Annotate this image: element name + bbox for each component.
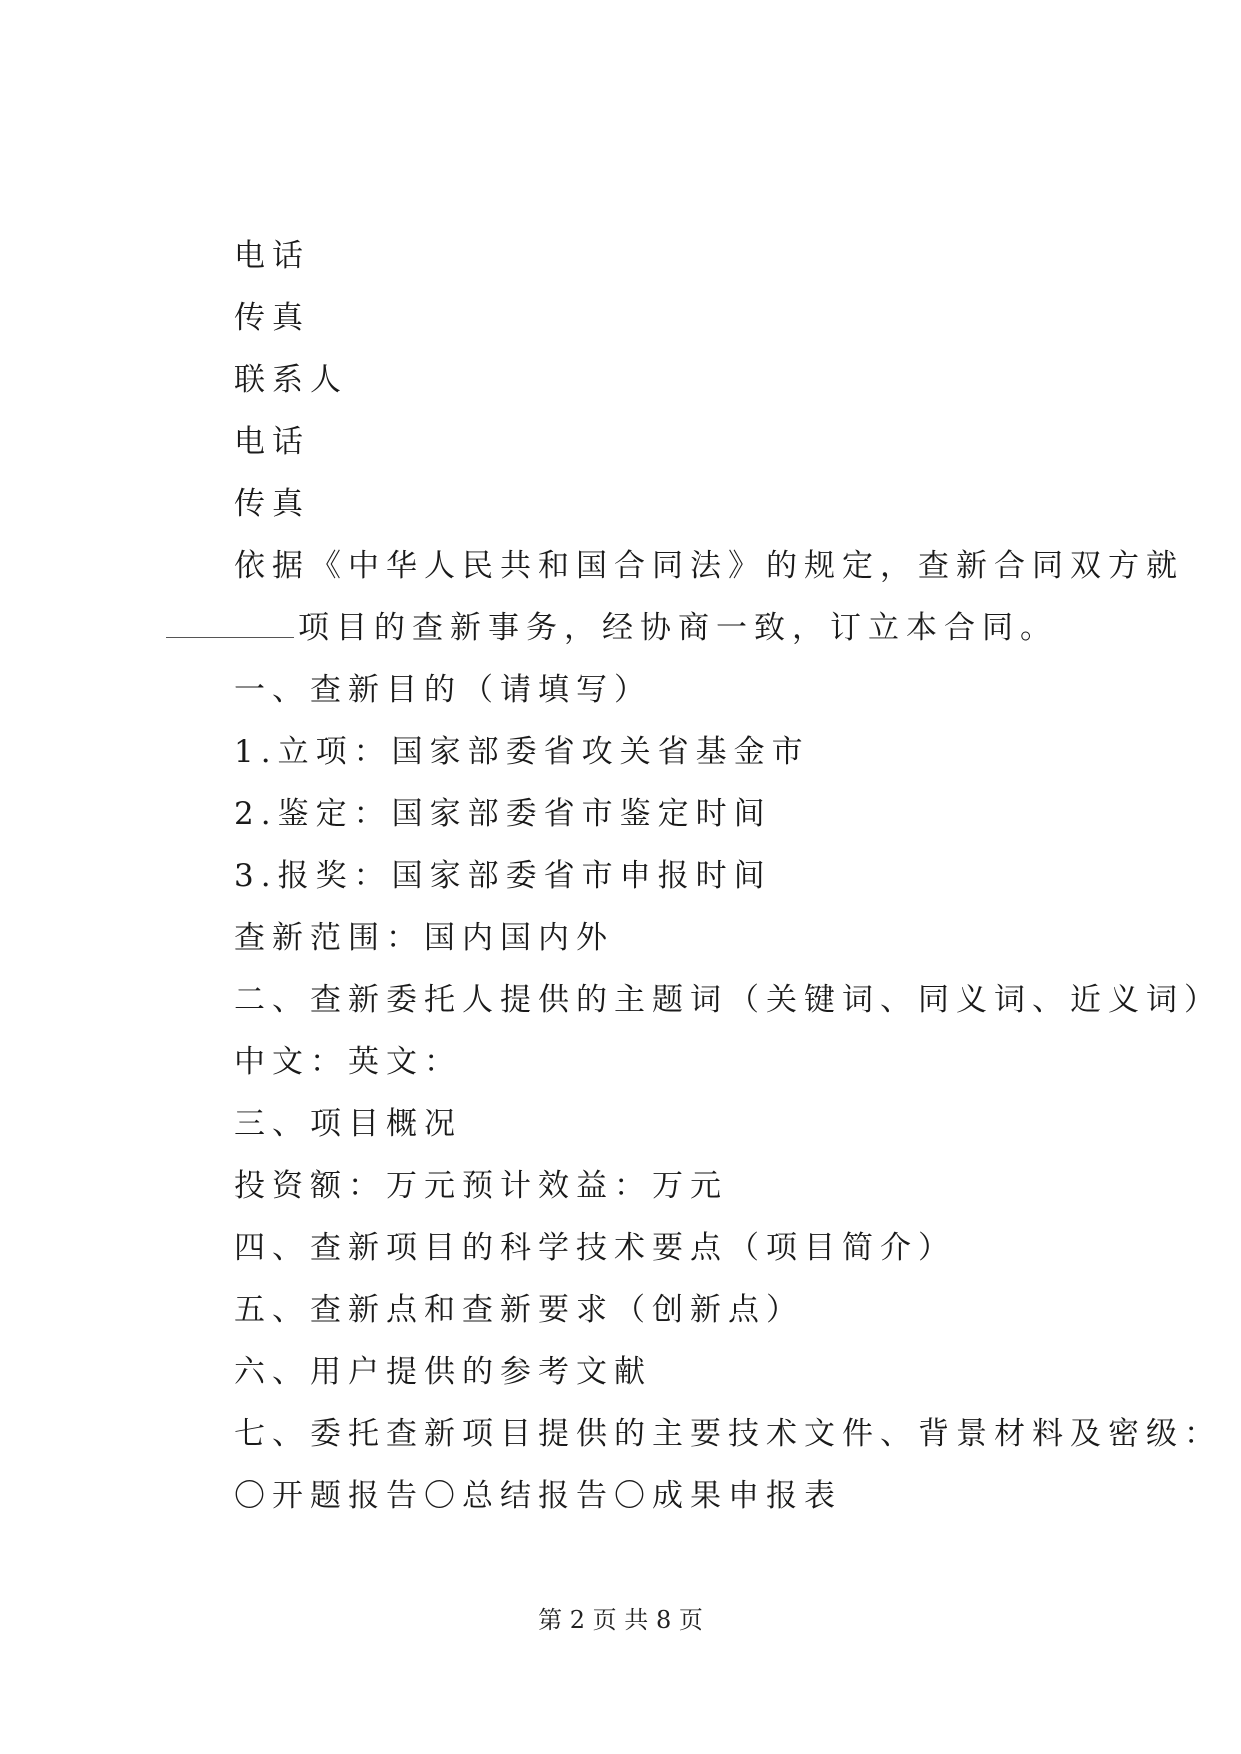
fill-in-blank[interactable] bbox=[166, 615, 294, 638]
text-line-fax-1: 传真 bbox=[234, 300, 310, 336]
section-heading-1: 一、查新目的（请填写） bbox=[234, 672, 652, 708]
text-line-languages: 中文：英文： bbox=[234, 1044, 462, 1080]
text-line-phone-1: 电话 bbox=[234, 238, 310, 274]
text-line-legal-basis: 依据《中华人民共和国合同法》的规定，查新合同双方就 bbox=[234, 548, 1184, 584]
text-line-checkboxes: 〇开题报告〇总结报告〇成果申报表 bbox=[234, 1478, 842, 1514]
section-heading-7: 七、委托查新项目提供的主要技术文件、背景材料及密级： bbox=[234, 1416, 1222, 1452]
text-line-contact: 联系人 bbox=[234, 362, 348, 398]
text-line-project-blank bbox=[166, 608, 1058, 648]
text-line-item-1: 1.立项：国家部委省攻关省基金市 bbox=[234, 734, 810, 770]
section-heading-5: 五、查新点和查新要求（创新点） bbox=[234, 1292, 804, 1328]
section-heading-3: 三、项目概况 bbox=[234, 1106, 462, 1142]
text-line-investment: 投资额：万元预计效益：万元 bbox=[234, 1168, 728, 1204]
project-line-text: 项目的查新事务，经协商一致，订立本合同。 bbox=[298, 610, 1058, 646]
section-heading-6: 六、用户提供的参考文献 bbox=[234, 1354, 652, 1390]
text-line-phone-2: 电话 bbox=[234, 424, 310, 460]
text-line-fax-2: 传真 bbox=[234, 486, 310, 522]
text-line-scope: 查新范围：国内国内外 bbox=[234, 920, 614, 956]
section-heading-2: 二、查新委托人提供的主题词（关键词、同义词、近义词） bbox=[234, 982, 1222, 1018]
page-footer: 第 2 页 共 8 页 bbox=[538, 1606, 703, 1634]
text-line-item-3: 3.报奖：国家部委省市申报时间 bbox=[234, 858, 772, 894]
section-heading-4: 四、查新项目的科学技术要点（项目简介） bbox=[234, 1230, 956, 1266]
text-line-item-2: 2.鉴定：国家部委省市鉴定时间 bbox=[234, 796, 772, 832]
